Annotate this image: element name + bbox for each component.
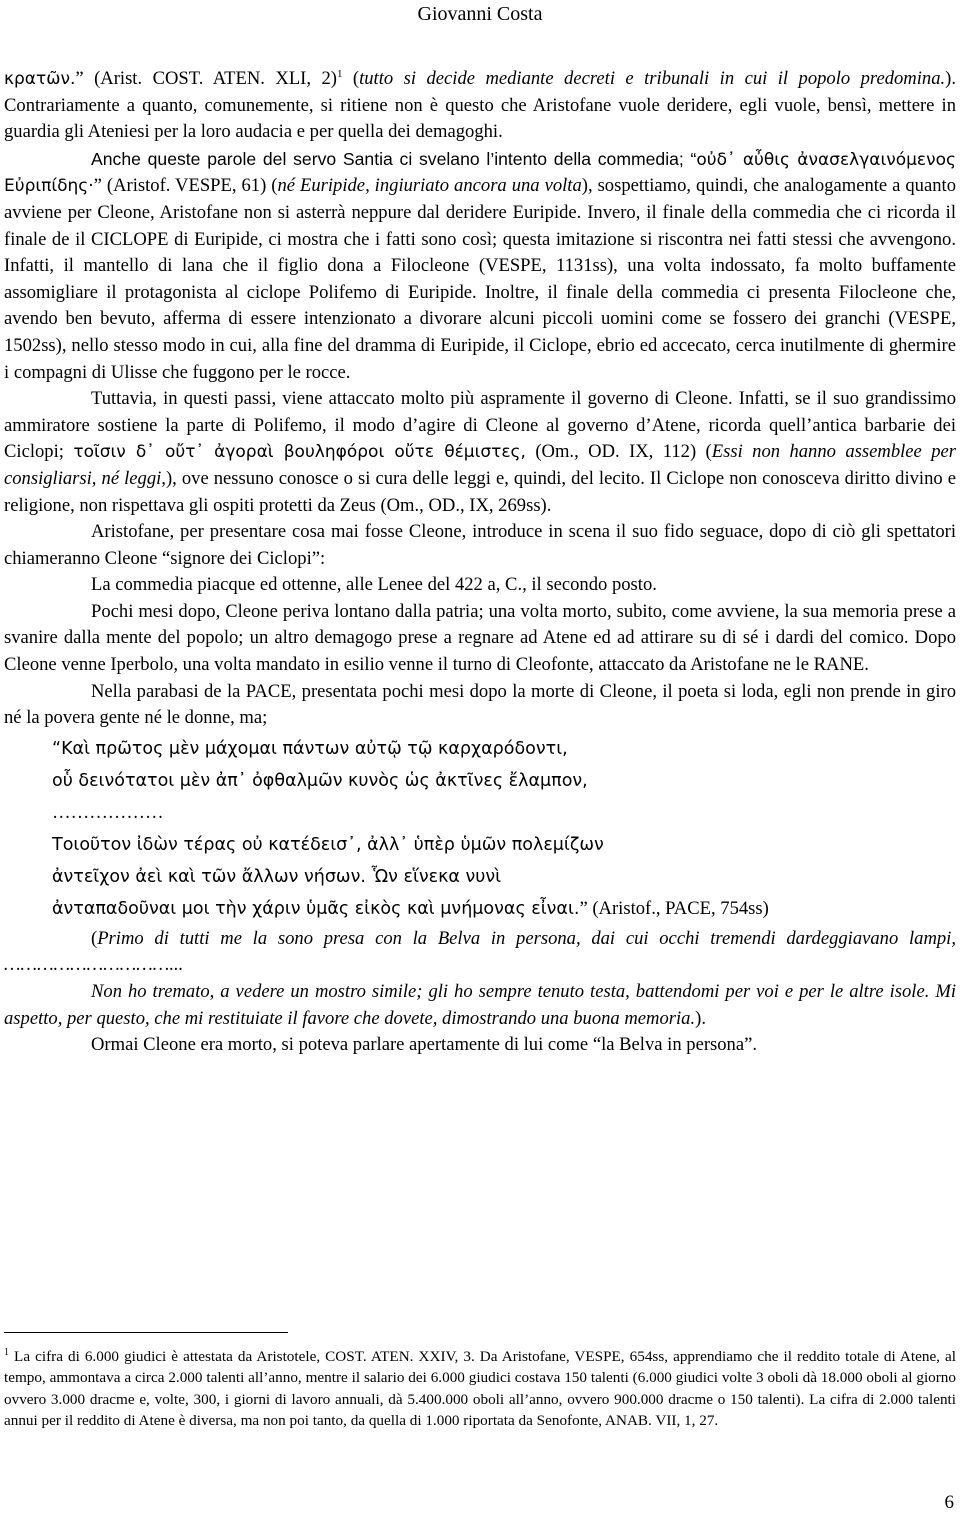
italic-translation: Essi non hanno assemblee per consigliarsi, né leggi, [4, 441, 956, 489]
paragraph-4: Aristofane, per presentare cosa mai fosse Cleone, introduce in scena il suo fido seguace, dopo di ciò gli spettatori chiameranno Cleone “signore dei Ciclopi”: [4, 521, 956, 569]
quote-line: οὗ δεινότατοι μὲν ἀπ᾽ ὀφθαλμῶν κυνὸς ὡς ἀκτῖνες ἔλαμπον, [52, 770, 588, 791]
footnote-text: La cifra di 6.000 giudici è attestata da Aristotele, COST. ATEN. XXIV, 3. Da Aristofane, VESPE, 654ss, apprendiamo che il reddito totale di Atene, al tempo, ammontava a circa 2.000 talenti all’anno, mentre il salario dei 6.000 giudici costava 150 talenti (6.000 giudici volte 3 oboli dà 18.000 oboli al giorno ovvero 3.000 dracme e, volte, 300, i giorni di lavoro annuali, dà 5.400.000 oboli all’anno, ovvero 900.000 dracme o 150 talenti). La cifra di 2.000 talenti annui per il reddito di Atene è diversa, ma non poi tanto, da quella di 1.000 riportata da Senofonte, ANAB. VII, 1, 27. [4, 1348, 956, 1429]
paragraph-2: Anche queste parole del servo Santia ci svelano l’intento della commedia; “οὐδ᾽ αὖθις ἀνασελγαινόμενος Εὐριπίδης·” (Aristof. VESPE, 61) (né Euripide, ingiuriato ancora una volta), sospettiamo, quindi, che analogamente a quanto avviene per Cleone, Aristofane non si asterrà neppure dal deridere Euripide. Invero, il finale della commedia che ci ricorda il finale de il CICLOPE di Euripide, ci mostra che i fatti sono così; questa imitazione si riscontra nei fatti stessi che avvengono. Infatti, il mantello di lana che il figlio dona a Filocleone (VESPE, 1131ss), una volta indossato, fa molto buffamente assomigliare il protagonista al ciclope Polifemo di Euripide. Inoltre, il finale della commedia ci presenta Filocleone che, avendo ben bevuto, afferma di essere intenzionato a divorare alcuni piccoli uomini come se fossero dei granchi (VESPE, 1502ss), nello stesso modo in cui, alla fine del dramma di Euripide, il Ciclope, ebrio ed accecato, cerca inutilmente di ghermire i compagni di Ulisse che fuggono per le rocce. [4, 148, 956, 383]
translation-2: Non ho tremato, a vedere un mostro simile; gli ho sempre tenuto testa, battendomi per voi e per le altre isole. Mi aspetto, per questo, che mi restituiate il favore che dovete, dimostrando una buona memoria.). [4, 981, 956, 1029]
footnote-divider [4, 1332, 288, 1333]
running-header: Giovanni Costa [417, 3, 543, 25]
footnote-number: 1 [4, 1346, 9, 1358]
greek-text: οὐδ᾽ αὖθις ἀνασελγαινόμενος Εὐριπίδης· [4, 149, 956, 197]
footnote-mark[interactable]: 1 [336, 67, 343, 80]
quote-line: ἀνταπαδοῦναι μοι τὴν χάριν ὑμᾶς εἰκὸς καὶ μνήμονας εἶναι.” (Aristof., PACE, 754ss) [52, 897, 769, 919]
translation-1: (Primo di tutti me la sono presa con la Belva in persona, dai cui occhi tremendi dardeggiavano lampi, …………………………... [4, 927, 956, 976]
greek-text: τοῖσιν δ᾽ οὔτ᾽ ἀγοραὶ βουληφόροι οὔτε θέμιστες, [73, 442, 526, 463]
italic-translation: né Euripide, ingiuriato ancora una volta [277, 175, 582, 197]
quote-line: Τοιοῦτον ἰδὼν τέρας οὐ κατέδεισ᾽, ἀλλ᾽ ὑπὲρ ὑμῶν πολεμίζων [52, 834, 604, 855]
quote-ellipsis: ……………… [52, 801, 164, 823]
paragraph-5: La commedia piacque ed ottenne, alle Lenee del 422 a, C., il secondo posto. [91, 574, 657, 596]
paragraph-3: Tuttavia, in questi passi, viene attaccato molto più aspramente il governo di Cleone. Infatti, se il suo grandissimo ammiratore sostiene la parte di Polifemo, il modo d’agire di Cleone al governo d’Atene, ricorda quell’antica barbarie dei Ciclopi; τοῖσιν δ᾽ οὔτ᾽ ἀγοραὶ βουληφόροι οὔτε θέμιστες, (Om., OD. IX, 112) (Essi non hanno assemblee per consigliarsi, né leggi,), ove nessuno conosce o si cura delle leggi e, quindi, del lecito. Il Ciclope non conosceva diritto divino e religione, non rispettava gli ospiti protetti da Zeus (Om., OD., IX, 269ss). [4, 388, 956, 516]
quote-line: “Καὶ πρῶτος μὲν μάχομαι πάντων αὐτῷ τῷ καρχαρόδοντι, [52, 738, 568, 759]
paragraph-1: κρατῶν.” (Arist. COST. ATEN. XLI, 2)$^1$ (tutto si decide mediante decreti e tribunali in cui il popolo predomina.). Contrariamente a quanto, comunemente, si ritiene non è questo che Aristofane vuole deridere, egli vuole, bensì, mettere in guardia gli Ateniesi per la loro audacia e per quella dei demagoghi. [4, 67, 956, 143]
quote-line: ἀντεῖχον ἀεὶ καὶ τῶν ἄλλων νήσων. Ὧν εἵνεκα νυνὶ [52, 866, 502, 887]
paragraph-6: Pochi mesi dopo, Cleone periva lontano dalla patria; una volta morto, subito, come avviene, la sua memoria prese a svanire dalla mente del popolo; un altro demagogo prese a regnare ad Atene ed ad attirare su di sé i dardi del comico. Dopo Cleone venne Iperbolo, una volta mandato in esilio venne il turno di Cleofonte, attaccato da Aristofane ne le RANE. [4, 600, 956, 676]
closing-paragraph: Ormai Cleone era morto, si poteva parlare apertamente di lui come “la Belva in persona”. [91, 1034, 758, 1056]
italic-translation: tutto si decide mediante decreti e tribunali in cui il popolo predomina. [359, 68, 946, 89]
paragraph-7: Nella parabasi de la PACE, presentata pochi mesi dopo la morte di Cleone, il poeta si loda, egli non prende in giro né la povera gente né le donne, ma; [4, 680, 956, 729]
greek-quotation [4, 734, 956, 924]
page-body [4, 66, 956, 1059]
greek-text: κρατῶν. [4, 69, 76, 89]
footnote [4, 1346, 956, 1431]
page-number: 6 [944, 1492, 954, 1513]
